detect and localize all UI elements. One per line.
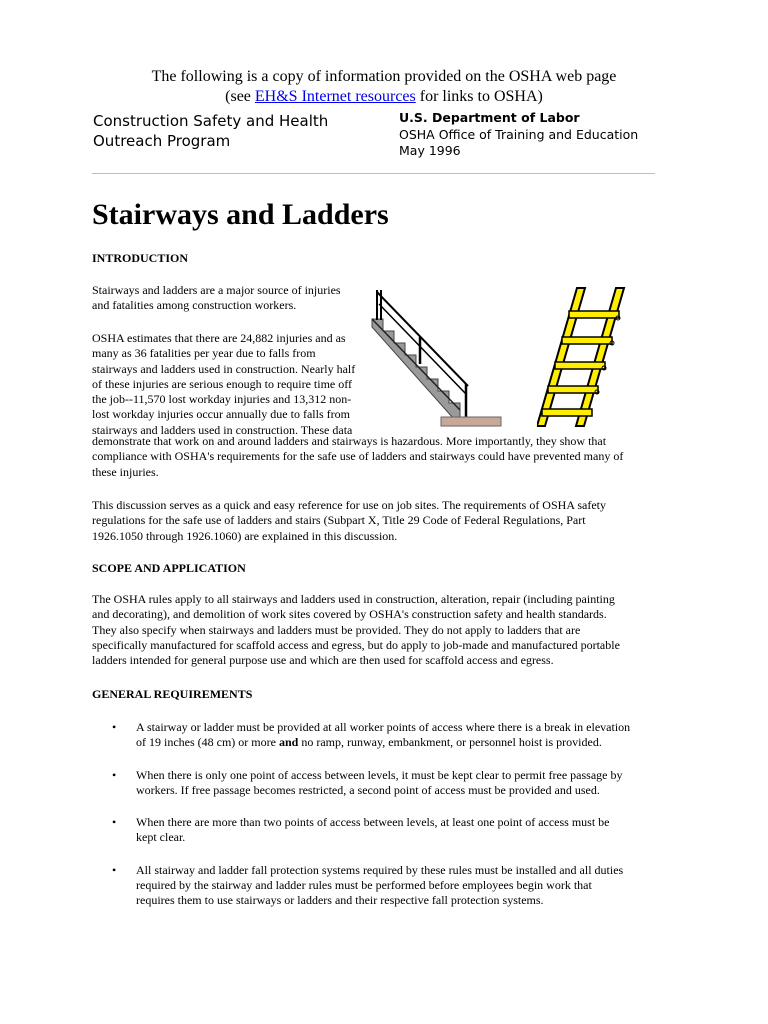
stairway-illustration xyxy=(367,282,505,430)
program-name-line2: Outreach Program xyxy=(93,132,231,150)
intro-p2-line: the job--11,570 lost workday injuries and 13,312 non- xyxy=(92,392,352,407)
intro-p3-line: 1926.1050 through 1926.1060) are explained in this discussion. xyxy=(92,528,398,543)
scope-line: specifically manufactured for scaffold access and egress, but do apply to job-made and manufactured portable xyxy=(92,637,620,652)
requirement-line: kept clear. xyxy=(136,830,186,845)
program-name xyxy=(93,111,328,151)
requirement-text: of 19 inches (48 cm) or more xyxy=(136,735,279,750)
header-divider xyxy=(92,173,655,174)
source-note-line1: The following is a copy of information provided on the OSHA web page xyxy=(151,68,617,85)
requirement-line: When there is only one point of access between levels, it must be kept clear to permit free passage by xyxy=(136,767,623,782)
intro-p2-line: stairways and ladders used in construction. Nearly half xyxy=(92,361,356,376)
intro-p1-line: and fatalities among construction workers. xyxy=(92,298,297,313)
source-note-suffix: for links to OSHA) xyxy=(415,88,543,105)
intro-p3-line: regulations for the safe use of ladders and stairs (Subpart X, Title 29 Code of Federal Regulations, Part xyxy=(92,513,586,528)
scope-line: The OSHA rules apply to all stairways and ladders used in construction, alteration, repair (including painting xyxy=(92,592,615,606)
ladder-rung xyxy=(542,409,592,416)
requirement-line: workers. If free passage becomes restricted, a second point of access must be provided and used. xyxy=(136,782,600,797)
list-item xyxy=(92,863,660,909)
ladder-left-rail xyxy=(537,288,585,426)
ladder-rung xyxy=(548,386,598,393)
bullet-icon: • xyxy=(112,767,117,782)
ladder-rung xyxy=(562,337,612,344)
intro-p1-line: Stairways and ladders are a major source of injuries xyxy=(92,283,341,297)
general-requirements-heading: GENERAL REQUIREMENTS xyxy=(92,687,253,701)
ladder-rung xyxy=(569,311,619,318)
intro-paragraph-2 xyxy=(92,331,362,438)
requirement-line: requires them to use stairways or ladders and their respective fall protection systems. xyxy=(136,893,544,908)
requirement-line xyxy=(136,735,660,750)
requirements-list xyxy=(92,720,660,926)
intro-paragraph-2-continued xyxy=(92,434,660,480)
page-title: Stairways and Ladders xyxy=(92,198,389,231)
intro-p2-wide-line: compliance with OSHA's requirements for the safe use of ladders and stairways could have prevented many of xyxy=(92,449,624,464)
bullet-icon: • xyxy=(112,815,117,830)
intro-p2-line: lost workday injuries occur annually due to falls from xyxy=(92,407,350,422)
scope-line: They also specify when stairways and ladders must be provided. They do not apply to ladders that are xyxy=(92,622,581,637)
requirement-text: no ramp, runway, embankment, or personnel hoist is provided. xyxy=(298,735,602,750)
ehs-internet-resources-link[interactable]: EH&S Internet resources xyxy=(254,88,416,105)
department-block xyxy=(399,110,638,160)
scope-line: ladders intended for general purpose use and which are then used for scaffold access and egress. xyxy=(92,653,554,668)
list-item xyxy=(92,768,660,799)
ladder-illustration xyxy=(537,285,652,428)
source-note-prefix: (see xyxy=(225,88,255,105)
list-item xyxy=(92,815,660,846)
requirement-line: When there are more than two points of access between levels, at least one point of access must be xyxy=(136,815,610,830)
source-note xyxy=(0,67,768,107)
office-name: OSHA Office of Training and Education xyxy=(399,126,639,142)
intro-p2-wide-line: these injuries. xyxy=(92,464,159,479)
ladder-right-rail xyxy=(576,288,624,426)
bullet-icon: • xyxy=(112,720,117,734)
ladder-rung xyxy=(555,362,605,369)
requirement-line: All stairway and ladder fall protection systems required by these rules must be installed and all duties xyxy=(136,862,624,877)
intro-paragraph-1 xyxy=(92,283,362,314)
scope-paragraph xyxy=(92,592,660,668)
requirement-line: required by the stairway and ladder rules must be performed before employees begin work that xyxy=(136,878,592,893)
intro-paragraph-3 xyxy=(92,498,660,544)
stair-steps xyxy=(372,319,460,418)
source-note-line2 xyxy=(0,87,768,107)
department-name: U.S. Department of Labor xyxy=(399,110,580,125)
scope-line: and decorating), and demolition of work sites covered by OSHA's construction safety and health standards. xyxy=(92,607,607,622)
stair-base-pad xyxy=(441,417,501,426)
intro-p2-wide-line: demonstrate that work on and around ladders and stairways is hazardous. More importantly, they show that xyxy=(92,434,607,448)
intro-p2-line: stairways and ladders used in construction. These data xyxy=(92,422,353,437)
intro-p2-line: OSHA estimates that there are 24,882 injuries and as xyxy=(92,331,346,345)
bullet-icon: • xyxy=(112,862,117,877)
intro-p2-line: of these injuries are serious enough to require time off xyxy=(92,376,353,391)
introduction-heading: INTRODUCTION xyxy=(92,251,189,265)
scope-heading: SCOPE AND APPLICATION xyxy=(92,561,246,575)
requirement-emphasis: and xyxy=(278,735,299,750)
intro-p2-line: many as 36 fatalities per year due to falls from xyxy=(92,346,316,361)
intro-p3-line: This discussion serves as a quick and easy reference for use on job sites. The requirements of OSHA safety xyxy=(92,498,606,512)
requirement-line: A stairway or ladder must be provided at all worker points of access where there is a break in elevation xyxy=(136,720,631,734)
list-item xyxy=(92,720,660,751)
publication-date: May 1996 xyxy=(399,143,461,158)
program-name-line1: Construction Safety and Health xyxy=(93,112,329,130)
